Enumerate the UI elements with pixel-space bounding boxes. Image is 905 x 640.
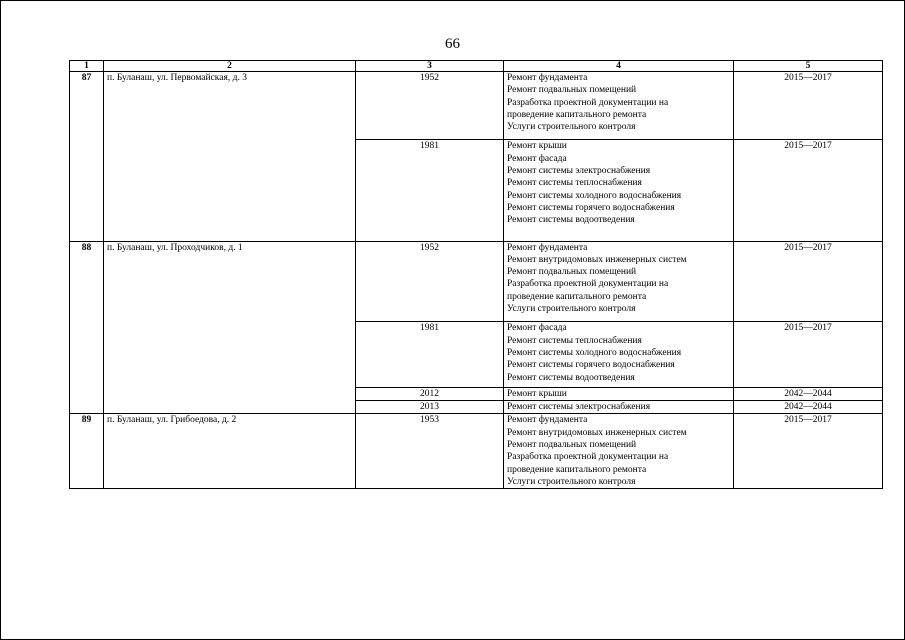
year-cell: 2012 [356, 387, 504, 400]
header-col-4: 4 [504, 61, 734, 72]
header-col-3: 3 [356, 61, 504, 72]
work-item: Ремонт подвальных помещений [507, 267, 637, 278]
year-cell: 1953 [356, 414, 504, 489]
work-item: Услуги строительного контроля [507, 304, 636, 315]
address-cell: п. Буланаш, ул. Грибоедова, д. 2 [104, 414, 356, 489]
header-col-5: 5 [734, 61, 883, 72]
work-item: Ремонт системы водоотведения [507, 215, 635, 226]
year-cell: 2013 [356, 401, 504, 414]
period-cell: 2015—2017 [734, 72, 883, 140]
year-cell: 1952 [356, 241, 504, 322]
works-cell [504, 401, 734, 414]
year-cell: 1952 [356, 72, 504, 140]
period-cell: 2015—2017 [734, 241, 883, 322]
work-item: Ремонт фундамента [507, 73, 588, 83]
work-item: Ремонт системы холодного водоснабжения [507, 347, 682, 358]
work-item: Ремонт фасада [507, 323, 567, 334]
work-item: Ремонт внутридомовых инженерных систем [507, 427, 687, 438]
page-number: 66 [445, 36, 460, 52]
work-item: Ремонт системы электроснабжения [507, 402, 651, 413]
row-number: 88 [70, 241, 104, 414]
work-item: Разработка проектной документации на [507, 97, 669, 108]
work-item: Ремонт внутридомовых инженерных систем [507, 254, 687, 265]
work-item: Разработка проектной документации на [507, 279, 669, 290]
row-number: 89 [70, 414, 104, 489]
year-cell: 1981 [356, 322, 504, 387]
period-cell: 2042—2044 [734, 387, 883, 400]
period-cell: 2015—2017 [734, 414, 883, 489]
work-item: Услуги строительного контроля [507, 122, 636, 133]
work-item: Ремонт системы водоотведения [507, 372, 635, 383]
table-row [70, 72, 883, 140]
works-cell [504, 140, 734, 241]
work-item: Ремонт системы горячего водоснабжения [507, 360, 675, 371]
header-col-2: 2 [104, 61, 356, 72]
work-item: Ремонт системы электроснабжения [507, 166, 651, 177]
work-item: Ремонт системы теплоснабжения [507, 178, 642, 189]
work-item: Услуги строительного контроля [507, 476, 636, 487]
work-item: Ремонт фундамента [507, 242, 588, 253]
work-item: Ремонт фундамента [507, 415, 588, 426]
period-cell: 2015—2017 [734, 322, 883, 387]
works-cell [504, 241, 734, 322]
work-item: Ремонт системы холодного водоснабжения [507, 190, 682, 201]
work-item: Ремонт крыши [507, 141, 567, 152]
work-item: проведение капитального ремонта [507, 109, 647, 120]
table-row [70, 241, 883, 322]
period-cell: 2042—2044 [734, 401, 883, 414]
works-cell [504, 322, 734, 387]
work-item: Ремонт подвальных помещений [507, 85, 637, 96]
repair-schedule-table [69, 60, 883, 489]
work-item: Разработка проектной документации на [507, 452, 669, 463]
year-cell: 1981 [356, 140, 504, 241]
works-cell [504, 387, 734, 400]
table-header-row [70, 61, 883, 72]
work-item: Ремонт подвальных помещений [507, 440, 637, 451]
header-col-1: 1 [70, 61, 104, 72]
work-item: Ремонт системы горячего водоснабжения [507, 202, 675, 213]
table-body [70, 72, 883, 489]
table-row [70, 414, 883, 489]
period-cell: 2015—2017 [734, 140, 883, 241]
works-cell [504, 414, 734, 489]
address-cell: п. Буланаш, ул. Первомайская, д. 3 [104, 72, 356, 242]
works-cell [504, 72, 734, 140]
row-number: 87 [70, 72, 104, 242]
address-cell: п. Буланаш, ул. Проходчиков, д. 1 [104, 241, 356, 414]
work-item: Ремонт фасада [507, 153, 567, 164]
work-item: проведение капитального ремонта [507, 464, 647, 475]
work-item: Ремонт крыши [507, 388, 567, 399]
work-item: проведение капитального ремонта [507, 291, 647, 302]
work-item: Ремонт системы теплоснабжения [507, 335, 642, 346]
